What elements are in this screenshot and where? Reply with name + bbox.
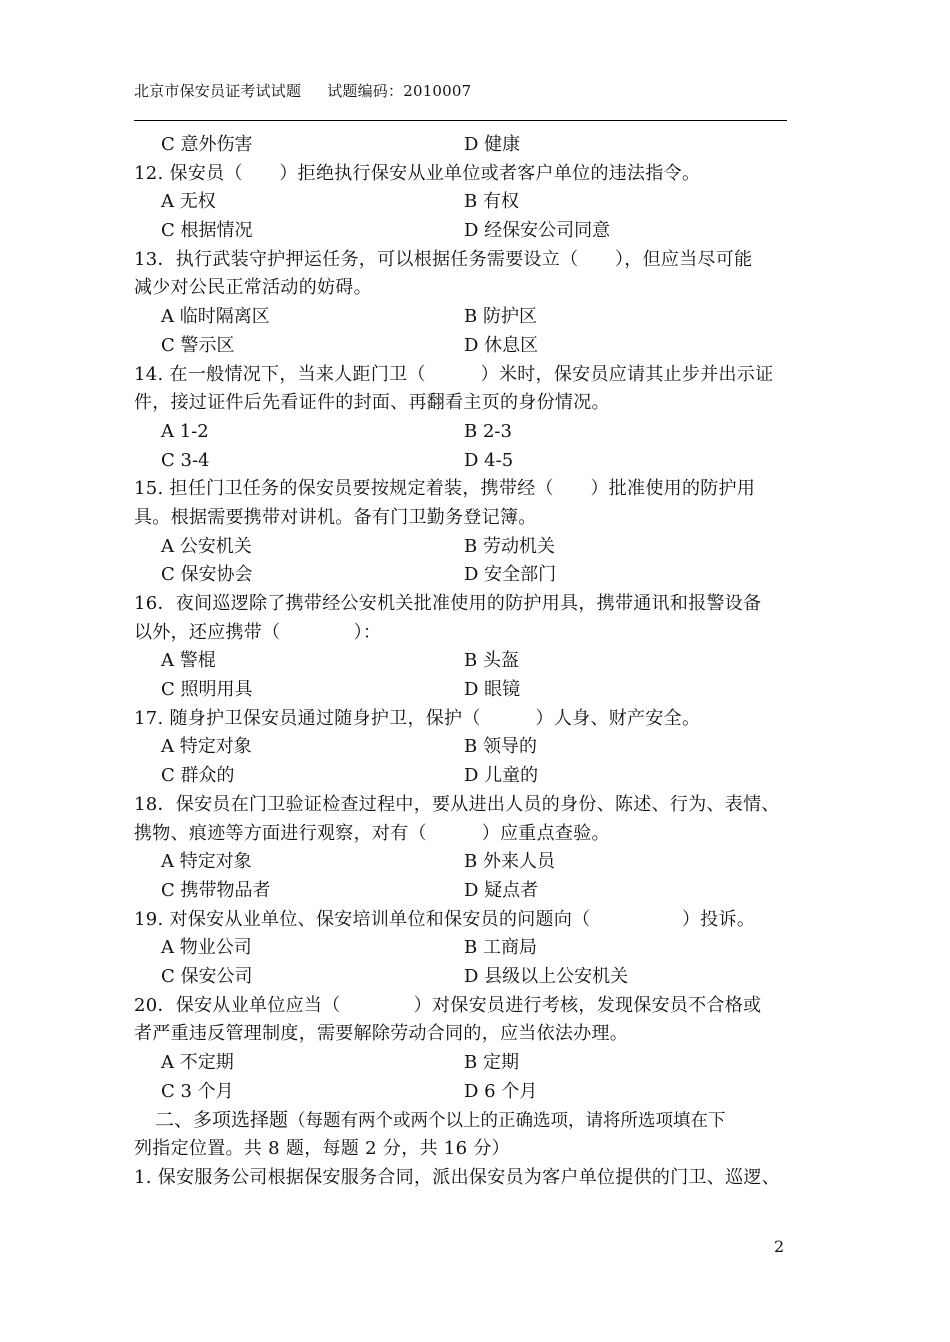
option-d: D 休息区: [464, 334, 539, 356]
question-18: 18．保安员在门卫验证检查过程中，要从进出人员的身份、陈述、行为、表情、: [134, 793, 780, 815]
option-d: D 6 个月: [464, 1080, 538, 1102]
option-row: [134, 217, 787, 246]
question-20-cont: 者严重违反管理制度，需要解除劳动合同的，应当依法办理。: [134, 1023, 629, 1045]
exam-code: 试题编码：2010007: [327, 82, 472, 100]
question-16: 16．夜间巡逻除了携带经公安机关批准使用的防护用具，携带通讯和报警设备: [134, 593, 762, 614]
option-a: A 特定对象: [161, 736, 252, 758]
option-row: [134, 877, 787, 906]
question-12: 12. 保安员（ ）拒绝执行保安从业单位或者客户单位的违法指令。: [134, 162, 701, 184]
option-row: [134, 676, 787, 705]
multi-question-1: 1. 保安服务公司根据保安服务合同，派出保安员为客户单位提供的门卫、巡逻、: [134, 1166, 780, 1188]
option-d: D 健康: [464, 134, 521, 155]
option-a: A 物业公司: [161, 937, 252, 959]
option-row: [134, 447, 787, 476]
exam-title: 北京市保安员证考试试题: [134, 82, 302, 100]
option-row: [134, 188, 787, 217]
page-header: [134, 80, 471, 101]
option-c: C 保安公司: [161, 965, 253, 987]
option-b: B 劳动机关: [464, 535, 555, 557]
question-13: 13．执行武装守护押运任务，可以根据任务需要设立（ ），但应当尽可能: [134, 248, 753, 270]
option-row: [134, 647, 787, 676]
option-c: C 3 个月: [161, 1080, 234, 1102]
option-d: D 4-5: [464, 449, 514, 471]
page-number: 2: [774, 1237, 785, 1256]
section-note: （每题有两个或两个以上的正确选项，请将所选项填在下: [288, 1111, 726, 1132]
option-row: [134, 963, 787, 992]
option-a: A 不定期: [161, 1052, 234, 1073]
option-row: [134, 733, 787, 762]
option-row: [134, 561, 787, 590]
option-d: D 眼镜: [464, 679, 521, 701]
question-14-cont: 件，接过证件后先看证件的封面、再翻看主页的身份情况。: [134, 392, 610, 414]
option-d: D 经保安公司同意: [464, 220, 611, 242]
option-c: C 照明用具: [161, 679, 253, 701]
question-15-cont: 具。根据需要携带对讲机。备有门卫勤务登记簿。: [134, 506, 537, 528]
option-row: [134, 332, 787, 361]
option-c: C 根据情况: [161, 220, 253, 242]
option-b: B 工商局: [464, 937, 537, 959]
option-a: A 公安机关: [161, 535, 252, 557]
option-c: C 意外伤害: [161, 134, 253, 155]
option-b: B 头盔: [464, 650, 519, 672]
option-d: D 县级以上公安机关: [464, 965, 629, 987]
option-b: B 防护区: [464, 306, 537, 328]
option-row: [134, 762, 787, 791]
option-b: B 领导的: [464, 736, 537, 758]
option-row: [134, 303, 787, 332]
option-b: B 外来人员: [464, 851, 555, 873]
option-row: [134, 1049, 787, 1078]
option-b: B 2-3: [464, 420, 512, 442]
exam-content: [134, 131, 787, 1192]
question-17: 17. 随身护卫保安员通过随身护卫，保护（ ）人身、财产安全。: [134, 707, 701, 729]
option-c: C 保安协会: [161, 564, 253, 586]
option-row: [134, 848, 787, 877]
question-20: 20．保安从业单位应当（ ）对保安员进行考核，发现保安员不合格或: [134, 994, 762, 1016]
option-a: A 临时隔离区: [161, 306, 270, 328]
option-b: B 定期: [464, 1052, 519, 1073]
option-c: C 携带物品者: [161, 879, 271, 901]
option-a: A 警棍: [161, 650, 216, 672]
option-row: [134, 131, 787, 160]
option-d: D 安全部门: [464, 564, 557, 586]
option-c: C 警示区: [161, 334, 235, 356]
option-a: A 特定对象: [161, 851, 252, 873]
question-16-cont: 以外，还应携带（ ）：: [134, 621, 382, 643]
header-rule: [134, 120, 787, 121]
option-d: D 疑点者: [464, 879, 539, 901]
option-row: [134, 934, 787, 963]
question-19: 19. 对保安从业单位、保安培训单位和保安员的问题向（ ）投诉。: [134, 908, 756, 930]
option-d: D 儿童的: [464, 765, 539, 787]
option-row: [134, 1078, 787, 1107]
option-a: A 1-2: [161, 420, 209, 442]
option-c: C 群众的: [161, 765, 235, 787]
option-a: A 无权: [161, 191, 216, 213]
option-b: B 有权: [464, 191, 519, 213]
question-13-cont: 减少对公民正常活动的妨碍。: [134, 277, 372, 299]
question-18-cont: 携物、痕迹等方面进行观察，对有（ ）应重点查验。: [134, 822, 610, 844]
section-note-cont: 列指定位置。共 8 题，每题 2 分，共 16 分）: [134, 1138, 510, 1160]
option-row: [134, 418, 787, 447]
option-c: C 3-4: [161, 449, 210, 471]
question-14: 14. 在一般情况下，当来人距门卫（ ）米时，保安员应请其止步并出示证: [134, 363, 774, 385]
option-row: [134, 533, 787, 562]
section-title: 二、多项选择题: [136, 1109, 289, 1132]
section-heading: [134, 1106, 787, 1135]
question-15: 15. 担任门卫任务的保安员要按规定着装，携带经（ ）批准使用的防护用: [134, 478, 756, 500]
